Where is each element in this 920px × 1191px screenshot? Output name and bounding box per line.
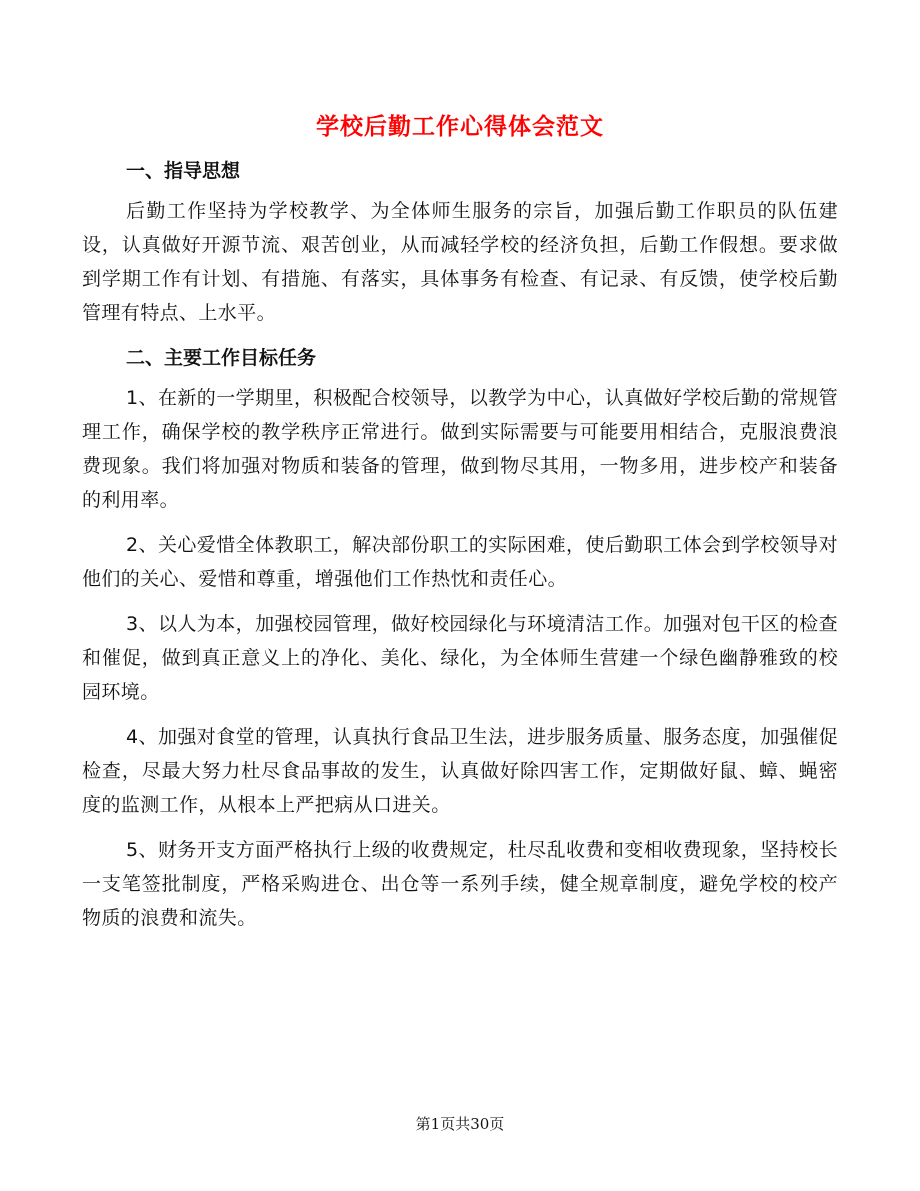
section-heading-main-tasks: 二、主要工作目标任务 xyxy=(126,347,317,369)
paragraph-task-1: 1、在新的一学期里，积极配合校领导，以教学为中心，认真做好学校后勤的常规管理工作，确保学校的教学秩序正常进行。做到实际需要与可能要用相结合，克服浪费浪费现象。我们将加强对物质和装备的管理，做到物尽其用，一物多用，进步校产和装备的利用率。 xyxy=(82,387,838,511)
paragraph-task-5: 5、财务开支方面严格执行上级的收费规定，杜尽乱收费和变相收费现象，坚持校长一支笔签批制度，严格采购进仓、出仓等一系列手续，健全规章制度，避免学校的校产物质的浪费和流失。 xyxy=(82,839,838,929)
paragraph-guiding-ideology: 后勤工作坚持为学校教学、为全体师生服务的宗旨，加强后勤工作职员的队伍建设，认真做好开源节流、艰苦创业，从而减轻学校的经济负担，后勤工作假想。要求做到学期工作有计划、有措施、有落实，具体事务有检查、有记录、有反馈，使学校后勤管理有特点、上水平。 xyxy=(82,200,838,324)
paragraph-task-2: 2、关心爱惜全体教职工，解决部份职工的实际困难，使后勤职工体会到学校领导对他们的关心、爱惜和尊重，增强他们工作热忱和责任心。 xyxy=(82,534,838,590)
document-body xyxy=(82,154,838,946)
document-title: 学校后勤工作心得体会范文 xyxy=(316,114,604,140)
page-number-footer: 第1页共30页 xyxy=(415,1115,505,1133)
paragraph-task-4: 4、加强对食堂的管理，认真执行食品卫生法，进步服务质量、服务态度，加强催促检查，尽最大努力杜尽食品事故的发生，认真做好除四害工作，定期做好鼠、蟑、蝇密度的监测工作，从根本上严把病从口进关。 xyxy=(82,726,838,816)
paragraph-task-3: 3、以人为本，加强校园管理，做好校园绿化与环境清洁工作。加强对包干区的检查和催促，做到真正意义上的净化、美化、绿化，为全体师生营建一个绿色幽静雅致的校园环境。 xyxy=(82,613,838,703)
section-heading-guiding-ideology: 一、指导思想 xyxy=(126,160,241,182)
